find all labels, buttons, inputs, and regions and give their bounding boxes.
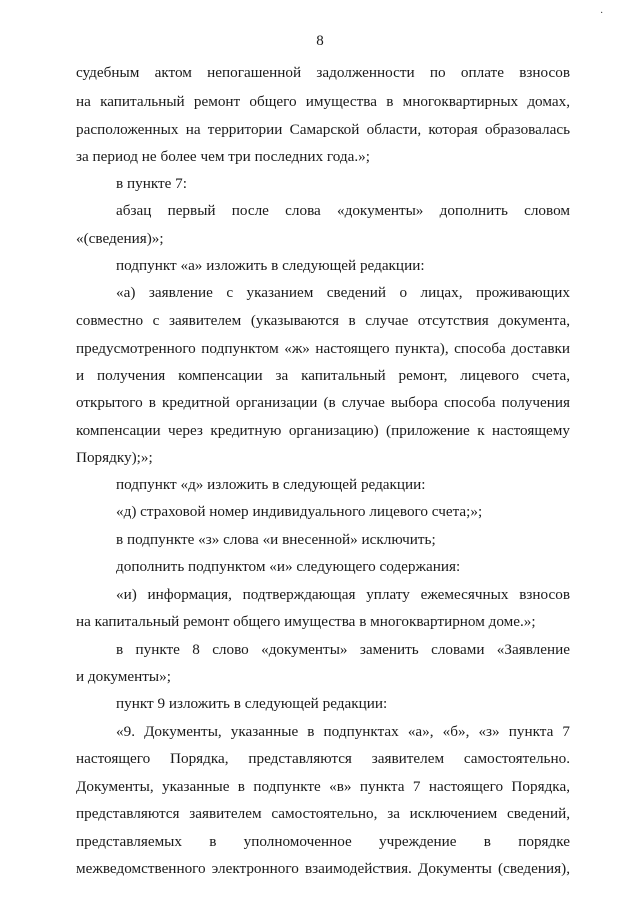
text-line: «9. Документы, указанные в подпунктах «а», «б», «з» пункта 7 — [116, 723, 570, 740]
text-line: и документы»; — [76, 668, 171, 685]
text-line: межведомственного электронного взаимодействия. Документы (сведения), — [76, 860, 570, 877]
text-line: совместно с заявителем (указываются в случае отсутствия документа, — [76, 312, 570, 329]
text-line: предусмотренного подпунктом «ж» настоящего пункта), способа доставки — [76, 340, 570, 357]
text-line: открытого в кредитной организации (в случае выбора способа получения — [76, 394, 570, 411]
text-line: «и) информация, подтверждающая уплату ежемесячных взносов — [116, 586, 570, 603]
text-line: Порядку);»; — [76, 449, 153, 466]
text-line: Документы, указанные в подпункте «в» пункта 7 настоящего Порядка, — [76, 778, 570, 795]
text-line: подпункт «д» изложить в следующей редакции: — [116, 476, 426, 493]
text-line: «д) страховой номер индивидуального лицевого счета;»; — [116, 503, 483, 520]
text-line: пункт 9 изложить в следующей редакции: — [116, 695, 388, 712]
text-line: в пункте 8 слово «документы» заменить словами «Заявление — [116, 641, 570, 658]
text-line: и получения компенсации за капитальный ремонт, лицевого счета, — [76, 367, 570, 384]
text-line: расположенных на территории Самарской области, которая образовалась — [76, 121, 570, 138]
text-line: абзац первый после слова «документы» дополнить словом — [116, 202, 570, 219]
text-line: на капитальный ремонт общего имущества в многоквартирных домах, — [76, 93, 570, 110]
text-line: в пункте 7: — [116, 175, 187, 192]
text-line: судебным актом непогашенной задолженности по оплате взносов — [76, 64, 570, 81]
text-line: «а) заявление с указанием сведений о лицах, проживающих — [116, 284, 570, 301]
text-line: компенсации через кредитную организацию) (приложение к настоящему — [76, 422, 570, 439]
text-line: за период не более чем три последних года.»; — [76, 148, 370, 165]
page-number: 8 — [316, 33, 324, 49]
text-line: представляемых в уполномоченное учреждение в порядке — [76, 833, 570, 850]
text-line: настоящего Порядка, представляются заявителем самостоятельно. — [76, 750, 570, 767]
text-line: дополнить подпунктом «и» следующего содержания: — [116, 558, 461, 575]
text-line: на капитальный ремонт общего имущества в многоквартирном доме.»; — [76, 613, 536, 630]
text-line: подпункт «а» изложить в следующей редакции: — [116, 257, 425, 274]
corner-mark: · — [600, 8, 604, 19]
text-line: «(сведения)»; — [76, 230, 164, 247]
text-line: в подпункте «з» слова «и внесенной» исключить; — [116, 531, 436, 548]
text-line: представляются заявителем самостоятельно, за исключением сведений, — [76, 805, 570, 822]
